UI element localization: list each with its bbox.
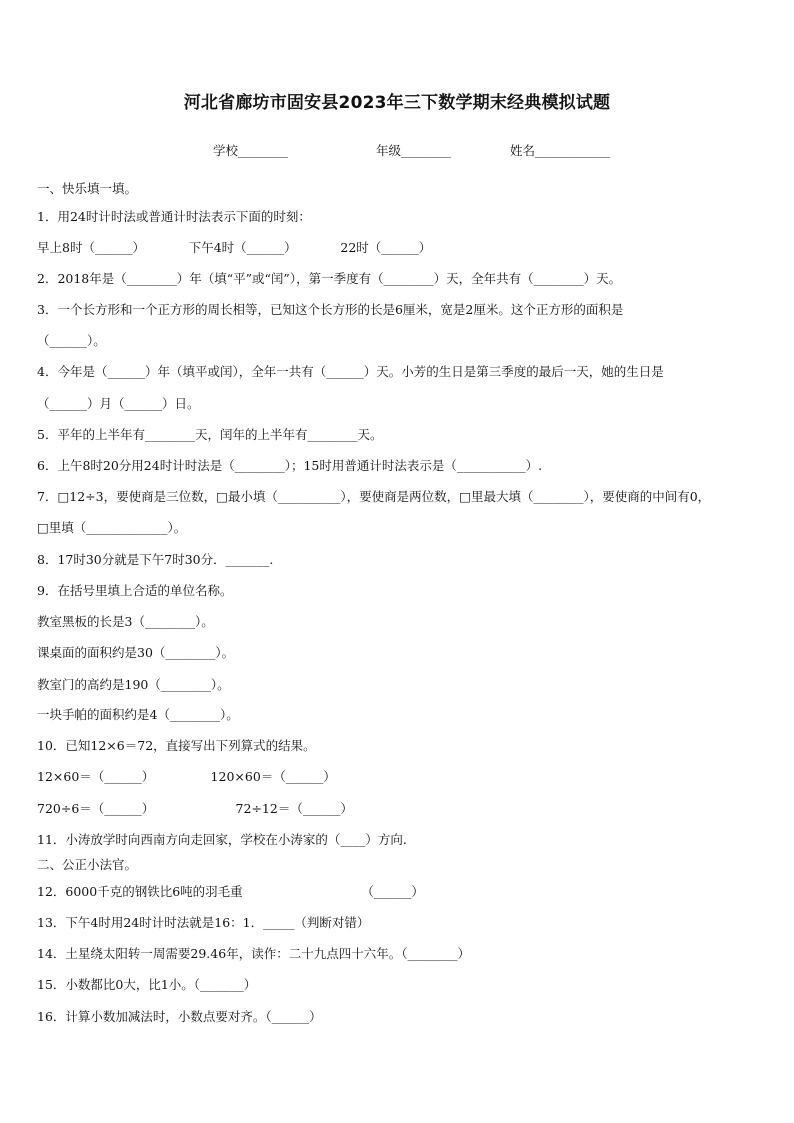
question-line: 13．下午4时用24时计时法就是16：1．_____（判断对错） [37, 915, 370, 930]
question-line: （______）月（______）日。 [37, 396, 200, 411]
section-heading: 一、快乐填一填。 [37, 181, 138, 196]
question-line: 7．□12÷3，要使商是三位数，□最小填（__________），要使商是两位数，□里最大填（________），要使商的中间有0， [37, 489, 711, 504]
name-field: 姓名____________ [510, 143, 611, 158]
question-line: 6．上午8时20分用24时计时法是（________）；15时用普通计时法表示是（___________）. [37, 458, 543, 473]
question-line: 16．计算小数加减法时，小数点要对齐。（______） [37, 1009, 322, 1024]
question-line: 12．6000千克的钢铁比6吨的羽毛重 （______） [37, 884, 424, 899]
question-line: 教室门的高约是190（________）。 [37, 677, 230, 692]
question-line: 8．17时30分就是下午7时30分．_______. [37, 552, 274, 567]
question-line: 12×60＝（______） 120×60＝（______） [37, 769, 336, 784]
page-title: 河北省廊坊市固安县2023年三下数学期末经典模拟试题 [183, 93, 611, 113]
question-line: 早上8时（______） 下午4时（______） 22时（______） [37, 240, 432, 255]
question-line: 720÷6＝（______） 72÷12＝（______） [37, 801, 353, 816]
question-line: 课桌面的面积约是30（________）。 [37, 645, 235, 660]
grade-field: 年级________ [376, 143, 452, 158]
question-line: 4．今年是（______）年（填平或闰），全年一共有（______）天。小芳的生日是第三季度的最后一天，她的生日是 [37, 364, 664, 379]
question-line: □里填（_____________）。 [37, 520, 187, 535]
question-line: 5．平年的上半年有________天，闰年的上半年有________天。 [37, 427, 383, 442]
question-line: 2．2018年是（________）年（填“平”或“闰”），第一季度有（________）天，全年共有（________）天。 [37, 271, 622, 286]
question-line: 一块手帕的面积约是4（________）。 [37, 707, 239, 722]
question-line: 10．已知12×6＝72，直接写出下列算式的结果。 [37, 738, 316, 753]
question-line: 15．小数都比0大，比1小。（_______） [37, 977, 257, 992]
question-line: 9．在括号里填上合适的单位名称。 [37, 583, 233, 598]
question-line: 教室黑板的长是3（________）。 [37, 614, 214, 629]
school-field: 学校________ [213, 143, 289, 158]
section-heading: 二、公正小法官。 [37, 857, 138, 872]
question-line: （______）。 [37, 333, 106, 348]
question-line: 11．小涛放学时向西南方向走回家，学校在小涛家的（____）方向. [37, 832, 407, 847]
question-line: 3．一个长方形和一个正方形的周长相等，已知这个长方形的长是6厘米，宽是2厘米。这个正方形的面积是 [37, 302, 624, 317]
question-line: 1．用24时计时法或普通计时法表示下面的时刻： [37, 209, 311, 224]
question-line: 14．土星绕太阳转一周需要29.46年，读作：二十九点四十六年。（________） [37, 946, 470, 961]
